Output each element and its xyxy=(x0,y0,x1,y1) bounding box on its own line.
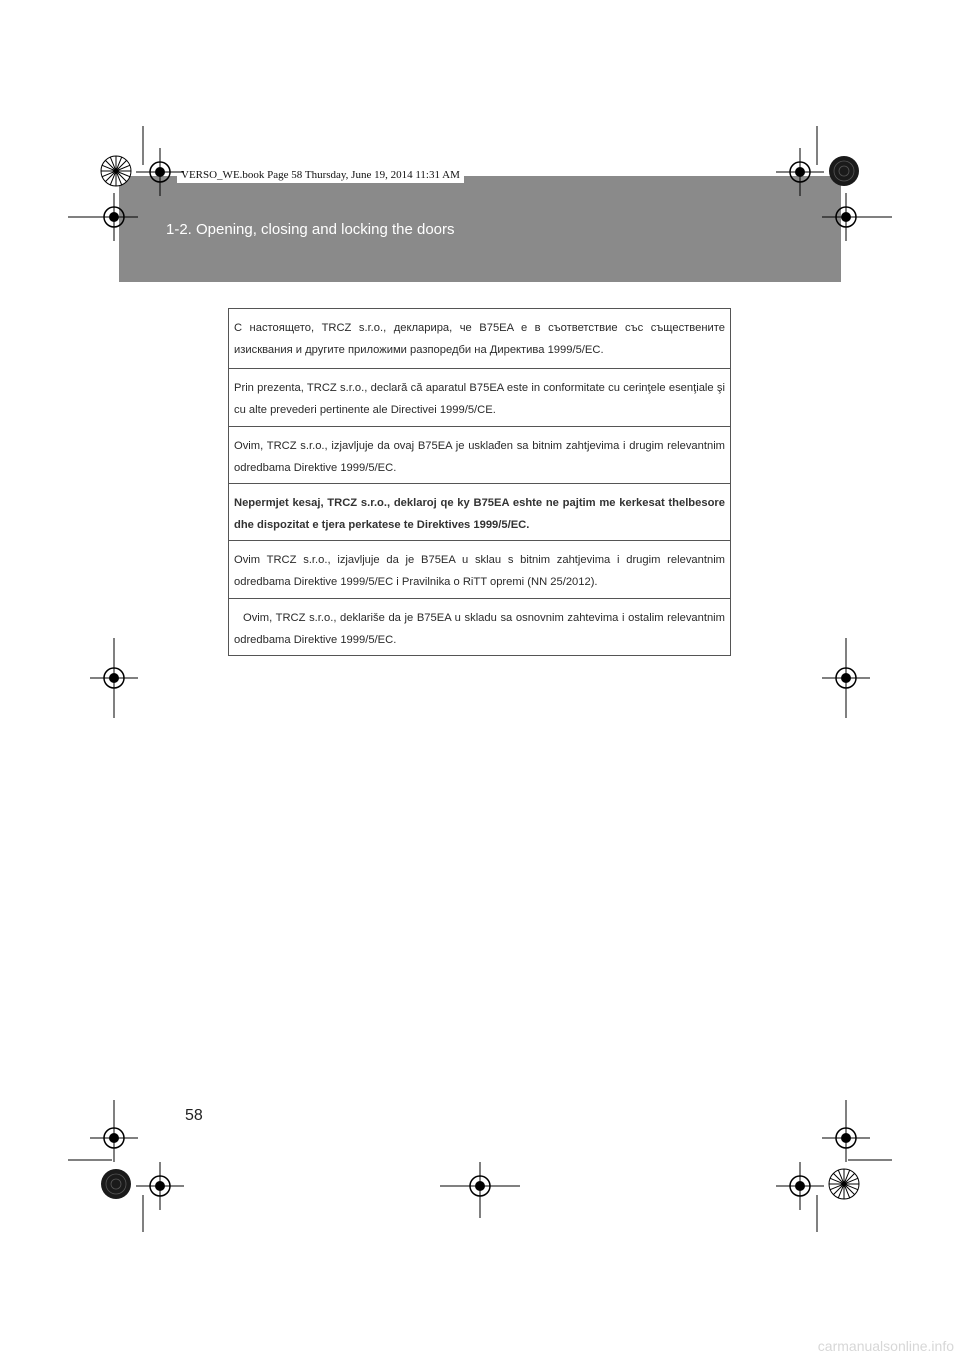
declaration-albanian: Nepermjet kesaj, TRCZ s.r.o., deklaroj qe ky B75EA eshte ne pajtim me kerkesat thelbesore dhe dispozitat e tjera perkatese te Direktives 1999/5/EC. xyxy=(229,483,730,540)
registration-crosshair-icon xyxy=(90,654,138,702)
declaration-serbian: Ovim, TRCZ s.r.o., deklariše da je B75EA u skladu sa osnovnim zahtevima i ostalim relevantnim odredbama Direktive 1999/5/EC. xyxy=(229,598,730,655)
declaration-bosnian: Ovim, TRCZ s.r.o., izjavljuje da ovaj B75EA je usklađen sa bitnim zahtjevima i drugim relevantnim odredbama Direktive 1999/5/EC. xyxy=(229,426,730,483)
registration-crosshair-icon xyxy=(90,1114,138,1162)
declaration-bulgarian: С настоящето, TRCZ s.r.o., декларира, че B75EA е в съответствие със съществените изисквания и другите приложими разпоредби на Директива 1999/5/ЕС. xyxy=(234,322,725,356)
declaration-table xyxy=(228,308,731,656)
declaration-croatian: Ovim TRCZ s.r.o., izjavljuje da je B75EA u sklau s bitnim zahtjevima i drugim relevantnim odredbama Direktive 1999/5/EC i Pravilnika o RiTT opremi (NN 25/2012). xyxy=(229,540,730,598)
registration-crosshair-icon xyxy=(136,1162,184,1210)
registration-crosshair-icon xyxy=(456,1162,504,1210)
registration-crosshair-icon xyxy=(822,1114,870,1162)
registration-solid-circle-icon xyxy=(100,1168,132,1200)
registration-crosshair-icon xyxy=(822,654,870,702)
watermark-text: carmanualsonline.info xyxy=(817,1338,954,1354)
book-stamp: VERSO_WE.book Page 58 Thursday, June 19, 2014 11:31 AM xyxy=(177,168,464,183)
declaration-romanian: Prin prezenta, TRCZ s.r.o., declară că aparatul B75EA este in conformitate cu cerinţele esenţiale şi cu alte prevederi pertinente ale Directivei 1999/5/CE. xyxy=(229,368,730,426)
page-number: 58 xyxy=(185,1107,203,1124)
section-title: 1-2. Opening, closing and locking the doors xyxy=(166,221,455,238)
registration-starburst-icon xyxy=(828,1168,860,1200)
registration-crosshair-icon xyxy=(776,1162,824,1210)
